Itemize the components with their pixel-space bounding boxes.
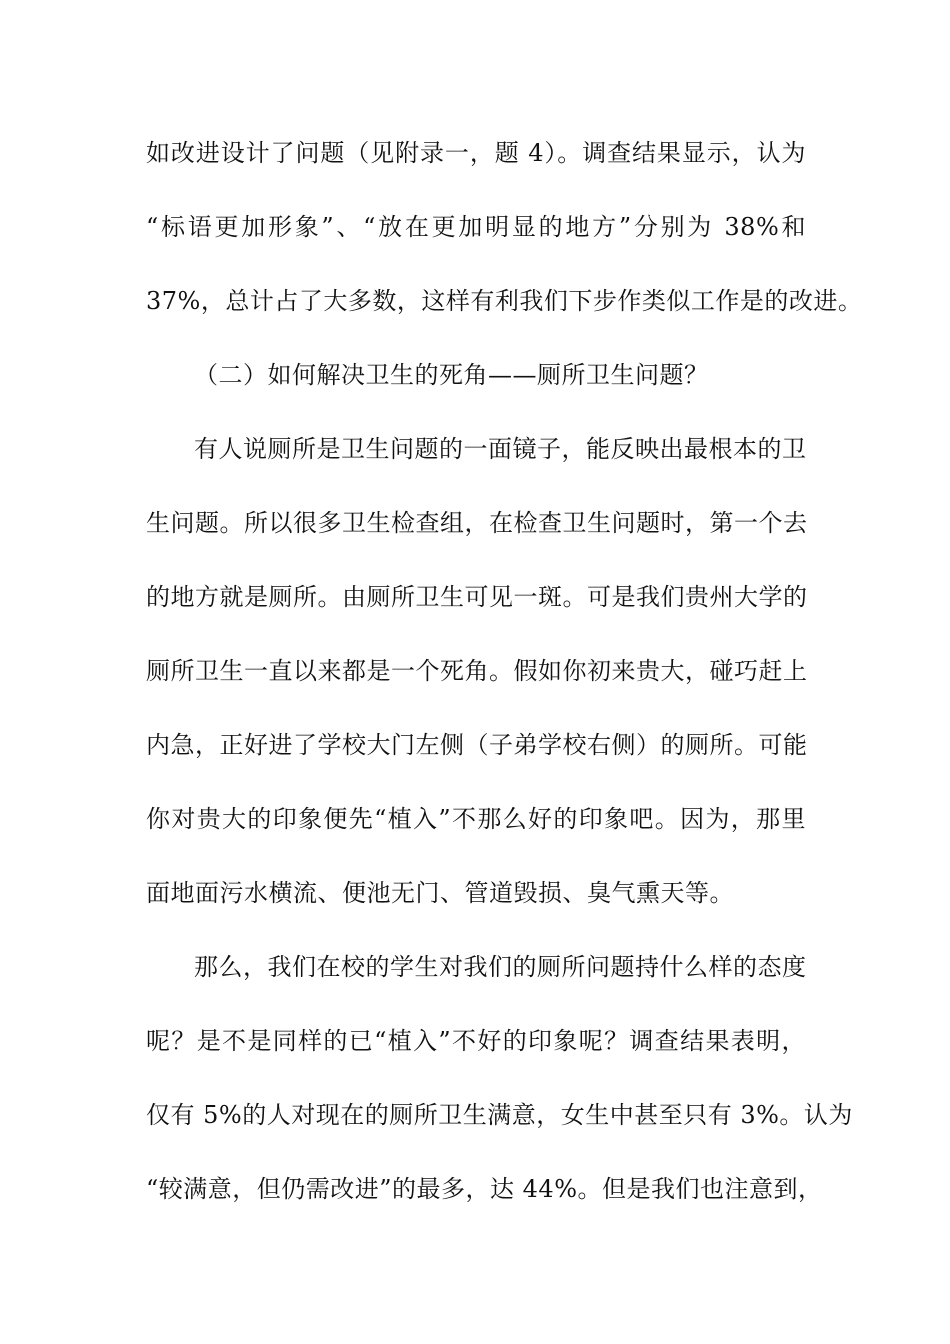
paragraph-line: 有人说厕所是卫生问题的一面镜子，能反映出最根本的卫 (194, 435, 807, 463)
paragraph-line: “标语更加形象”、“放在更加明显的地方”分别为 38%和 (146, 213, 806, 241)
paragraph-line: 仅有 5%的人对现在的厕所卫生满意，女生中甚至只有 3%。认为 (146, 1101, 853, 1129)
paragraph-line: 生问题。所以很多卫生检查组，在检查卫生问题时，第一个去 (146, 509, 808, 537)
paragraph-line: 内急，正好进了学校大门左侧（子弟学校右侧）的厕所。可能 (146, 731, 808, 759)
paragraph-line: 厕所卫生一直以来都是一个死角。假如你初来贵大，碰巧赶上 (146, 657, 808, 685)
paragraph-line: 呢？是不是同样的已“植入”不好的印象呢？调查结果表明， (146, 1027, 806, 1055)
paragraph-line: 如改进设计了问题（见附录一，题 4）。调查结果显示，认为 (146, 139, 806, 167)
paragraph-line: “较满意，但仍需改进”的最多，达 44%。但是我们也注意到， (146, 1175, 823, 1203)
paragraph-line: 面地面污水横流、便池无门、管道毁损、臭气熏天等。 (146, 879, 734, 907)
section-heading: （二）如何解决卫生的死角——厕所卫生问题？ (194, 361, 709, 389)
paragraph-line: 37%，总计占了大多数，这样有利我们下步作类似工作是的改进。 (146, 287, 863, 315)
paragraph-line: 的地方就是厕所。由厕所卫生可见一斑。可是我们贵州大学的 (146, 583, 808, 611)
paragraph-line: 你对贵大的印象便先“植入”不那么好的印象吧。因为，那里 (146, 805, 806, 833)
paragraph-line: 那么，我们在校的学生对我们的厕所问题持什么样的态度 (194, 953, 807, 981)
